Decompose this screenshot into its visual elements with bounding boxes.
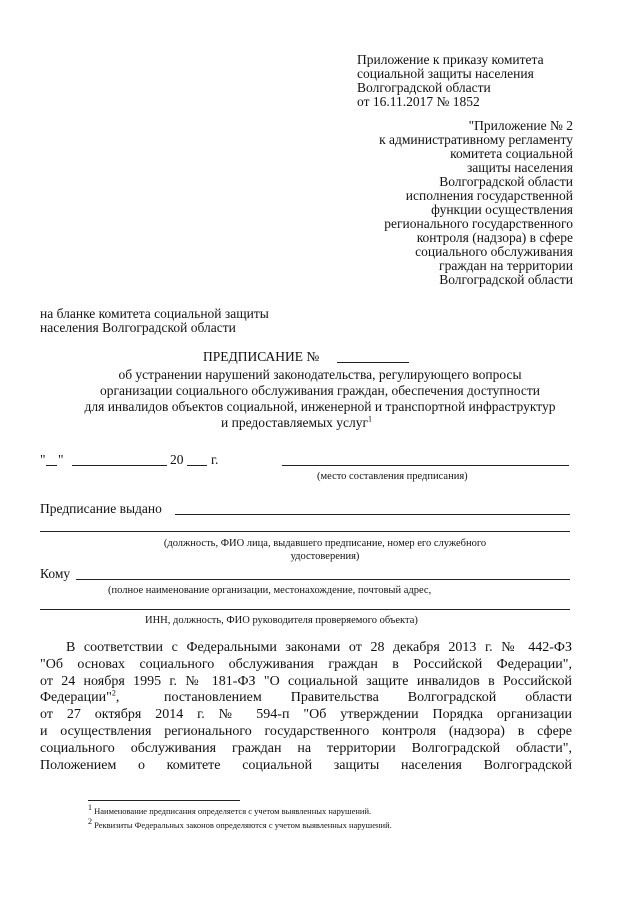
addressee-label: Кому [40,566,71,581]
addressee-caption: (полное наименование организации, местонахождение, почтовый адрес, [108,585,432,596]
body-line: социального обслуживания граждан на территории Волгоградской области", [40,741,572,756]
appendix-header-line: регионального государственного [384,216,573,231]
order-header-line: социальной защиты населения [357,66,534,81]
appendix-header-line: комитета социальной [450,146,573,161]
appendix-header-line: Волгоградской области [439,174,573,189]
order-header-line: Волгоградской области [357,80,491,95]
footnote-text: Наименование предписания определяется с учетом выявленных нарушений. [94,806,372,816]
issued-by-label: Предписание выдано [40,501,162,516]
body-line: от 27 октября 2014 г. № 594-п "Об утверждении Порядка организации [40,707,572,722]
body-line: от 24 ноября 1995 г. № 181-ФЗ "О социальной защите инвалидов в Российской [40,674,572,689]
footnote-num: 1 [88,803,92,813]
month-blank [72,465,167,466]
day-blank [46,465,57,466]
title-line: об устранении нарушений законодательства, регулирующего вопросы [118,367,522,382]
body-line: "Об основах социального обслуживания граждан в Российской Федерации", [40,657,572,672]
appendix-header-line: контроля (надзора) в сфере [416,230,573,245]
body-line: и осуществления регионального государственного контроля (надзора) в сфере [40,724,572,739]
appendix-header-line: "Приложение № 2 [468,118,573,133]
order-header-line: Приложение к приказу комитета [357,52,544,67]
date-quote-open: " [40,452,46,467]
date-quote-close: " [58,452,64,467]
title-line: для инвалидов объектов социальной, инженерной и транспортной инфраструктур [84,399,556,414]
footnote-text: Реквизиты Федеральных законов определяются с учетом выявленных нарушений. [94,820,392,830]
appendix-header-line: Волгоградской области [439,272,573,287]
addressee-blank-2 [40,609,570,610]
order-header-line: от 16.11.2017 № 1852 [357,94,480,109]
footnote-ref-2: 2 [111,688,116,698]
letterhead-note-line: населения Волгоградской области [40,320,236,335]
addressee-caption: ИНН, должность, ФИО руководителя проверяемого объекта) [145,615,418,626]
appendix-header-line: защиты населения [466,160,573,175]
body-line: Положением о комитете социальной защиты населения Волгоградской [40,758,572,773]
letterhead-note-line: на бланке комитета социальной защиты [40,306,269,321]
body-line: В соответствии с Федеральными законами от 28 декабря 2013 г. № 442-ФЗ [66,640,572,655]
footnote-separator [88,800,240,801]
year-prefix: 20 [170,452,184,467]
body-line-federation: Федерации"$^2$, [40,688,120,705]
place-caption: (место составления предписания) [317,471,468,482]
footnote-ref-1: 1 [368,414,373,424]
body-line: постановлением Правительства Волгоградской области [164,690,572,705]
title-line-last [221,415,372,430]
title-line: и предоставляемых услуг [221,415,369,430]
appendix-header-line: социального обслуживания [415,244,573,259]
footnote-item [88,817,392,831]
issued-by-blank [175,514,570,515]
appendix-header-line: исполнения государственной [405,188,573,203]
appendix-header-line: к административному регламенту [379,132,573,147]
place-blank [282,465,569,466]
issued-by-caption: удостоверения) [290,551,360,562]
addressee-blank [76,579,570,580]
year-suffix: г. [211,452,219,467]
appendix-header-line: функции осуществления [431,202,573,217]
body-line: Федерации" [40,690,112,705]
appendix-header-line: граждан на территории [439,258,573,273]
footnote-item [88,803,372,817]
issued-by-blank-2 [40,531,570,532]
title-number-blank [337,362,409,363]
title-heading: ПРЕДПИСАНИЕ № [203,349,320,364]
title-line: организации социального обслуживания граждан, обеспечения доступности [99,383,540,398]
year-blank [187,465,207,466]
footnote-num: 2 [88,817,92,827]
issued-by-caption: (должность, ФИО лица, выдавшего предписание, номер его служебного [163,538,487,549]
